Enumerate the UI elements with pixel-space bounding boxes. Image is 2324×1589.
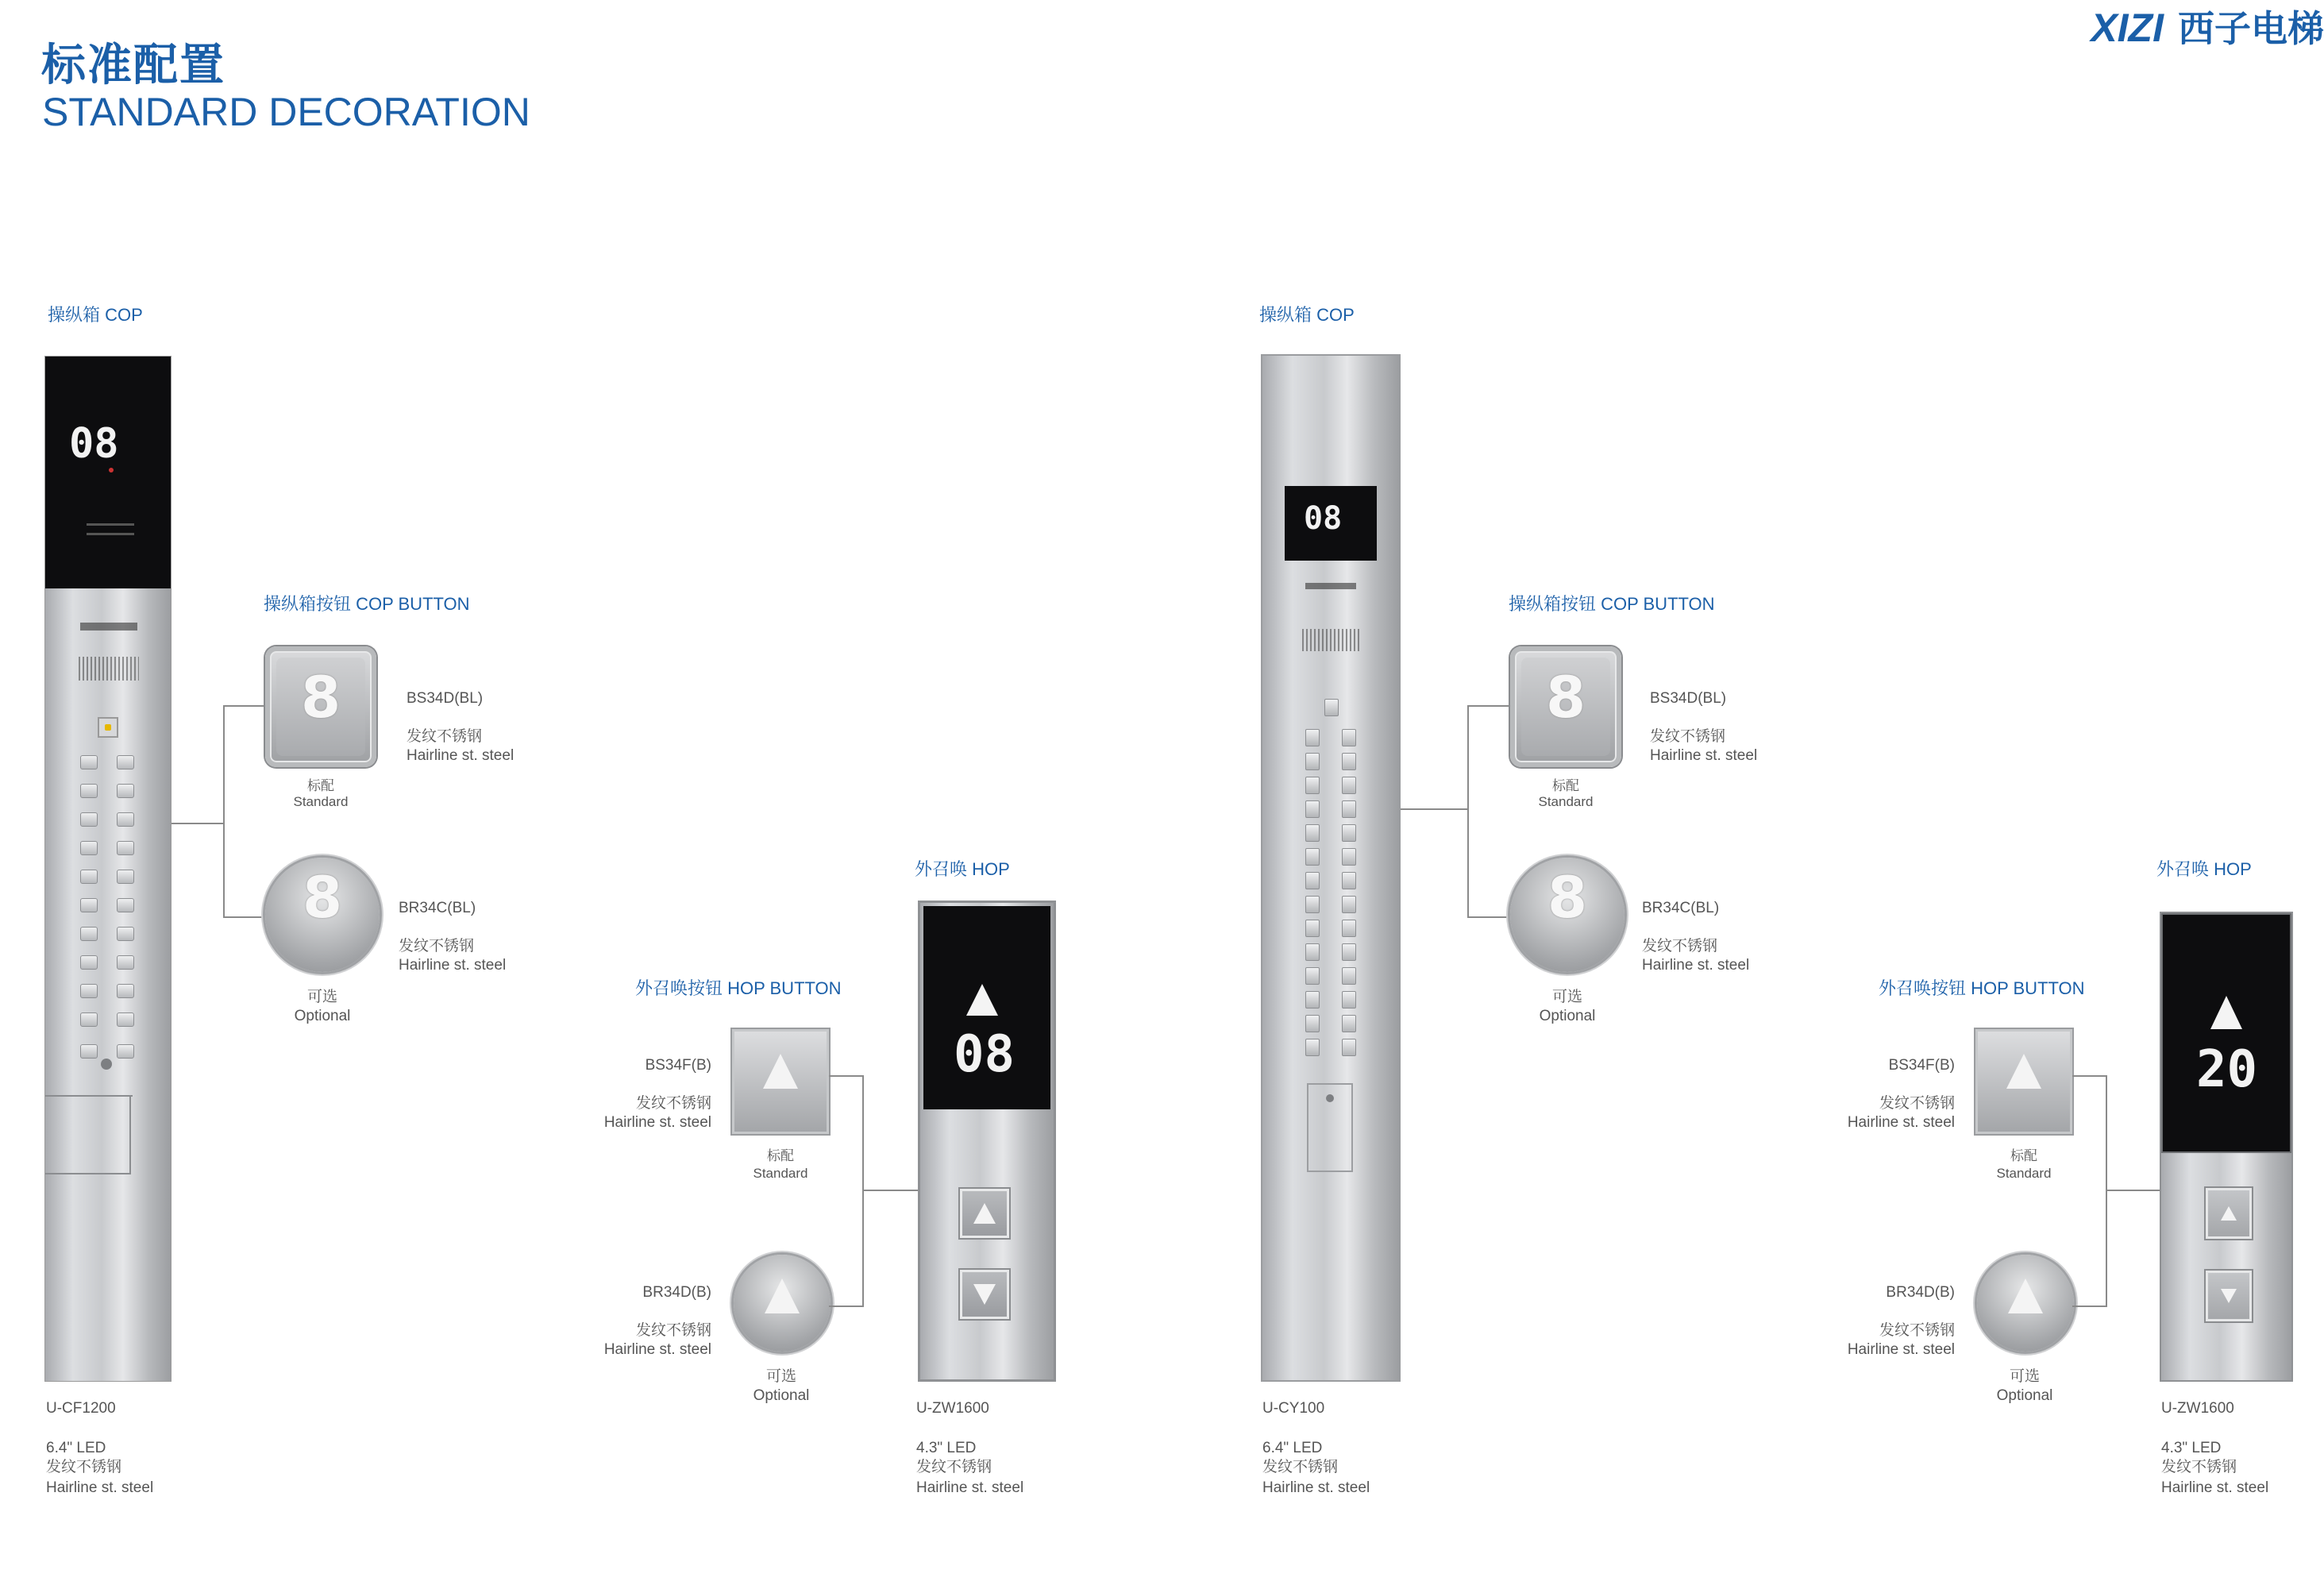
cop-button-code: BR34C(BL) <box>1642 900 1720 916</box>
floor-key[interactable] <box>1342 800 1356 818</box>
hop-button-material-en: Hairline st. steel <box>1847 1114 1955 1131</box>
cop-button-code: BS34D(BL) <box>1650 690 1727 707</box>
display-size: 4.3" LED <box>916 1440 977 1456</box>
arrow-up-icon <box>763 1054 798 1089</box>
hop-button-material-cn: 发纹不锈钢 <box>1879 1322 1955 1339</box>
material-cn: 发纹不锈钢 <box>1262 1459 1339 1475</box>
floor-key[interactable] <box>1305 824 1320 842</box>
panel-logo <box>80 623 137 631</box>
section-cop-right: 操纵箱 COP <box>1259 305 1355 325</box>
floor-key[interactable] <box>1305 800 1320 818</box>
hop-button-bs34f[interactable] <box>1975 1029 2072 1134</box>
section-cop-button-right: 操纵箱按钮 COP BUTTON <box>1509 594 1715 614</box>
hop-button-material-cn: 发纹不锈钢 <box>635 1095 711 1112</box>
display-size: 6.4" LED <box>46 1440 106 1456</box>
connector-line <box>1467 916 1509 918</box>
cop-button-material-cn: 发纹不锈钢 <box>399 938 475 955</box>
floor-key[interactable] <box>80 955 98 970</box>
floor-key[interactable] <box>1342 943 1356 961</box>
floor-digit: 8 <box>302 864 343 931</box>
hop-lcd-display <box>2161 913 2291 1153</box>
material-cn: 发纹不锈钢 <box>46 1459 122 1475</box>
floor-key[interactable] <box>117 870 134 884</box>
alarm-button[interactable] <box>98 717 118 738</box>
cop-button-code: BR34C(BL) <box>399 900 476 916</box>
floor-key[interactable] <box>1305 1015 1320 1032</box>
hop-button-tag-cn: 可选 <box>2009 1368 2040 1385</box>
floor-key[interactable] <box>1342 729 1356 746</box>
connector-line <box>1467 705 1469 918</box>
page-title-cn: 标准配置 <box>41 40 225 90</box>
door-close-key[interactable] <box>117 1044 134 1059</box>
cop-button-tag-en: Standard <box>293 794 349 809</box>
cop-button-material-cn: 发纹不锈钢 <box>1642 938 1718 955</box>
service-cabinet <box>45 1097 131 1174</box>
hop-button-material-en: Hairline st. steel <box>603 1341 711 1358</box>
section-hop-button-left: 外召唤按钮 HOP BUTTON <box>635 978 842 998</box>
floor-key[interactable] <box>117 984 134 998</box>
hop-button-code: BR34D(B) <box>1886 1284 1955 1301</box>
floor-key[interactable] <box>1342 848 1356 866</box>
arrow-up-icon <box>966 984 998 1016</box>
speaker-grille-icon <box>79 657 139 681</box>
cop-button-code: BS34D(BL) <box>407 690 484 707</box>
cop-button-tag-cn: 标配 <box>1552 778 1579 793</box>
floor-key[interactable] <box>80 784 98 798</box>
display-info-line <box>87 533 134 535</box>
door-open-key[interactable] <box>80 1044 98 1059</box>
key-switch-icon <box>101 1059 112 1070</box>
alarm-button[interactable] <box>1324 699 1339 716</box>
hop-button-code: BS34F(B) <box>645 1057 711 1074</box>
model-code: U-ZW1600 <box>916 1400 989 1417</box>
cop-floor-readout: 08 <box>1304 500 1343 537</box>
hop-call-down-button[interactable] <box>2206 1271 2252 1321</box>
hop-button-br34d[interactable] <box>734 1255 831 1352</box>
material-cn: 发纹不锈钢 <box>2161 1459 2237 1475</box>
hop-button-tag-cn: 可选 <box>765 1368 796 1385</box>
cop-button-face <box>1521 658 1610 756</box>
cop-button-tag-en: Optional <box>294 1008 351 1024</box>
material-en: Hairline st. steel <box>916 1479 1024 1496</box>
floor-key[interactable] <box>1305 920 1320 937</box>
hop-button-tag-cn: 标配 <box>767 1148 794 1163</box>
floor-key[interactable] <box>1305 991 1320 1009</box>
cop-button-tag-cn: 可选 <box>306 989 337 1005</box>
door-close-key[interactable] <box>1342 1039 1356 1056</box>
floor-key[interactable] <box>1342 896 1356 913</box>
model-code: U-ZW1600 <box>2161 1400 2234 1417</box>
display-size: 6.4" LED <box>1262 1440 1323 1456</box>
hop-button-tag-cn: 标配 <box>2010 1148 2037 1163</box>
material-en: Hairline st. steel <box>46 1479 154 1496</box>
section-hop-right: 外召唤 HOP <box>2156 859 2252 879</box>
floor-key[interactable] <box>1342 824 1356 842</box>
brand-logo <box>2091 0 2324 52</box>
status-led-icon <box>109 468 114 472</box>
cop-button-tag-cn: 标配 <box>307 778 334 793</box>
service-cabinet <box>1307 1083 1353 1172</box>
hop-button-material-en: Hairline st. steel <box>603 1114 711 1131</box>
cop-button-bs34d[interactable] <box>1510 646 1621 767</box>
floor-key[interactable] <box>1342 967 1356 985</box>
connector-line <box>862 1075 864 1307</box>
floor-key[interactable] <box>1305 848 1320 866</box>
floor-key[interactable] <box>1342 991 1356 1009</box>
floor-key[interactable] <box>80 755 98 769</box>
floor-key[interactable] <box>117 955 134 970</box>
material-en: Hairline st. steel <box>1262 1479 1370 1496</box>
cop-lcd-display <box>45 357 171 588</box>
floor-key[interactable] <box>1342 753 1356 770</box>
floor-key[interactable] <box>80 898 98 912</box>
hop-button-tag-en: Standard <box>1996 1166 2052 1181</box>
cop-button-material-en: Hairline st. steel <box>1642 957 1750 974</box>
floor-key[interactable] <box>80 870 98 884</box>
floor-key[interactable] <box>117 927 134 941</box>
floor-key[interactable] <box>1305 729 1320 746</box>
floor-key[interactable] <box>117 755 134 769</box>
brand-logo-text: XIZI <box>2091 6 2164 50</box>
display-info-line <box>87 523 134 526</box>
floor-key[interactable] <box>80 984 98 998</box>
section-cop-left: 操纵箱 COP <box>48 305 143 325</box>
floor-digit: 8 <box>1545 664 1586 731</box>
connector-line <box>862 1190 919 1191</box>
floor-key[interactable] <box>1342 777 1356 794</box>
hop-panel-u-zw1600 <box>918 901 1056 1382</box>
floor-key[interactable] <box>80 1012 98 1027</box>
arrow-down-icon <box>973 1284 996 1305</box>
connector-line <box>2072 1306 2107 1307</box>
connector-line <box>829 1075 864 1077</box>
connector-line <box>2072 1075 2107 1077</box>
floor-key[interactable] <box>117 784 134 798</box>
key-switch-icon <box>1326 1094 1334 1102</box>
floor-key[interactable] <box>117 898 134 912</box>
cop-button-material-en: Hairline st. steel <box>407 747 515 764</box>
connector-line <box>2106 1190 2164 1191</box>
cop-button-tag-en: Standard <box>1538 794 1594 809</box>
hop-button-tag-en: Optional <box>1996 1387 2053 1404</box>
material-cn: 发纹不锈钢 <box>916 1459 992 1475</box>
floor-key[interactable] <box>1342 872 1356 889</box>
arrow-down-icon <box>2221 1289 2237 1303</box>
hop-floor-readout: 20 <box>2196 1040 2258 1099</box>
page-title-en: STANDARD DECORATION <box>42 90 530 134</box>
cop-button-material-en: Hairline st. steel <box>1650 747 1758 764</box>
arrow-up-icon <box>2210 996 2242 1029</box>
cop-button-tag-cn: 可选 <box>1551 989 1582 1005</box>
arrow-up-icon <box>2006 1054 2041 1089</box>
cop-panel-u-cf1200 <box>44 356 172 1382</box>
floor-key[interactable] <box>80 841 98 855</box>
hop-floor-readout: 08 <box>954 1025 1016 1084</box>
floor-key[interactable] <box>1305 896 1320 913</box>
hop-button-bs34f[interactable] <box>732 1029 829 1134</box>
connector-line <box>1401 808 1469 810</box>
connector-line <box>1467 705 1509 707</box>
speaker-grille-icon <box>1302 629 1359 651</box>
hop-button-material-cn: 发纹不锈钢 <box>635 1322 711 1339</box>
door-open-key[interactable] <box>1305 1039 1320 1056</box>
arrow-up-icon <box>2008 1279 2043 1313</box>
connector-line <box>223 705 264 707</box>
floor-key[interactable] <box>80 812 98 827</box>
hop-call-down-button[interactable] <box>960 1270 1009 1319</box>
section-hop-left: 外召唤 HOP <box>915 859 1010 879</box>
alarm-bell-icon <box>105 724 111 731</box>
floor-key[interactable] <box>1342 920 1356 937</box>
floor-key[interactable] <box>117 812 134 827</box>
hop-button-material-cn: 发纹不锈钢 <box>1879 1095 1955 1112</box>
cop-button-bs34d[interactable] <box>265 646 376 767</box>
floor-key[interactable] <box>1305 967 1320 985</box>
cop-button-material-cn: 发纹不锈钢 <box>407 728 483 745</box>
hop-call-up-button[interactable] <box>2206 1188 2252 1239</box>
hop-button-tag-en: Optional <box>753 1387 810 1404</box>
floor-key[interactable] <box>117 1012 134 1027</box>
connector-line <box>829 1306 864 1307</box>
hop-panel-u-zw1600 <box>2160 912 2293 1382</box>
connector-line <box>223 916 264 918</box>
cop-button-br34c[interactable] <box>265 858 380 972</box>
arrow-up-icon <box>765 1279 800 1313</box>
cop-button-face <box>276 658 365 756</box>
floor-key[interactable] <box>80 927 98 941</box>
floor-digit: 8 <box>1547 864 1588 931</box>
section-cop-button-left: 操纵箱按钮 COP BUTTON <box>264 594 470 614</box>
section-hop-button-right: 外召唤按钮 HOP BUTTON <box>1879 978 2085 998</box>
arrow-up-icon <box>2221 1206 2237 1221</box>
cop-button-tag-en: Optional <box>1539 1008 1596 1024</box>
arrow-up-icon <box>973 1203 996 1224</box>
brand-name-cn: 西子电梯 <box>2178 8 2324 49</box>
cop-panel-u-cy100 <box>1261 354 1401 1382</box>
hop-button-material-en: Hairline st. steel <box>1847 1341 1955 1358</box>
cop-floor-readout: 08 <box>69 420 119 468</box>
floor-key[interactable] <box>1305 872 1320 889</box>
connector-line <box>172 823 224 824</box>
display-size: 4.3" LED <box>2161 1440 2222 1456</box>
connector-line <box>223 705 225 918</box>
panel-logo <box>1305 583 1356 589</box>
cop-lcd-display <box>1285 486 1377 561</box>
hop-button-tag-en: Standard <box>753 1166 808 1181</box>
cop-button-br34c[interactable] <box>1510 858 1624 972</box>
floor-key[interactable] <box>1305 943 1320 961</box>
model-code: U-CF1200 <box>46 1400 116 1417</box>
floor-digit: 8 <box>300 664 341 731</box>
hop-button-code: BS34F(B) <box>1888 1057 1955 1074</box>
floor-key[interactable] <box>1342 1015 1356 1032</box>
hop-button-code: BR34D(B) <box>642 1284 711 1301</box>
material-en: Hairline st. steel <box>2161 1479 2269 1496</box>
floor-key[interactable] <box>1305 777 1320 794</box>
hop-call-up-button[interactable] <box>960 1189 1009 1238</box>
hop-lcd-display <box>923 906 1050 1109</box>
connector-line <box>2106 1075 2107 1307</box>
floor-key[interactable] <box>117 841 134 855</box>
cop-button-material-cn: 发纹不锈钢 <box>1650 728 1726 745</box>
hop-button-br34d[interactable] <box>1977 1255 2074 1352</box>
cop-button-material-en: Hairline st. steel <box>399 957 507 974</box>
model-code: U-CY100 <box>1262 1400 1325 1417</box>
floor-key[interactable] <box>1305 753 1320 770</box>
